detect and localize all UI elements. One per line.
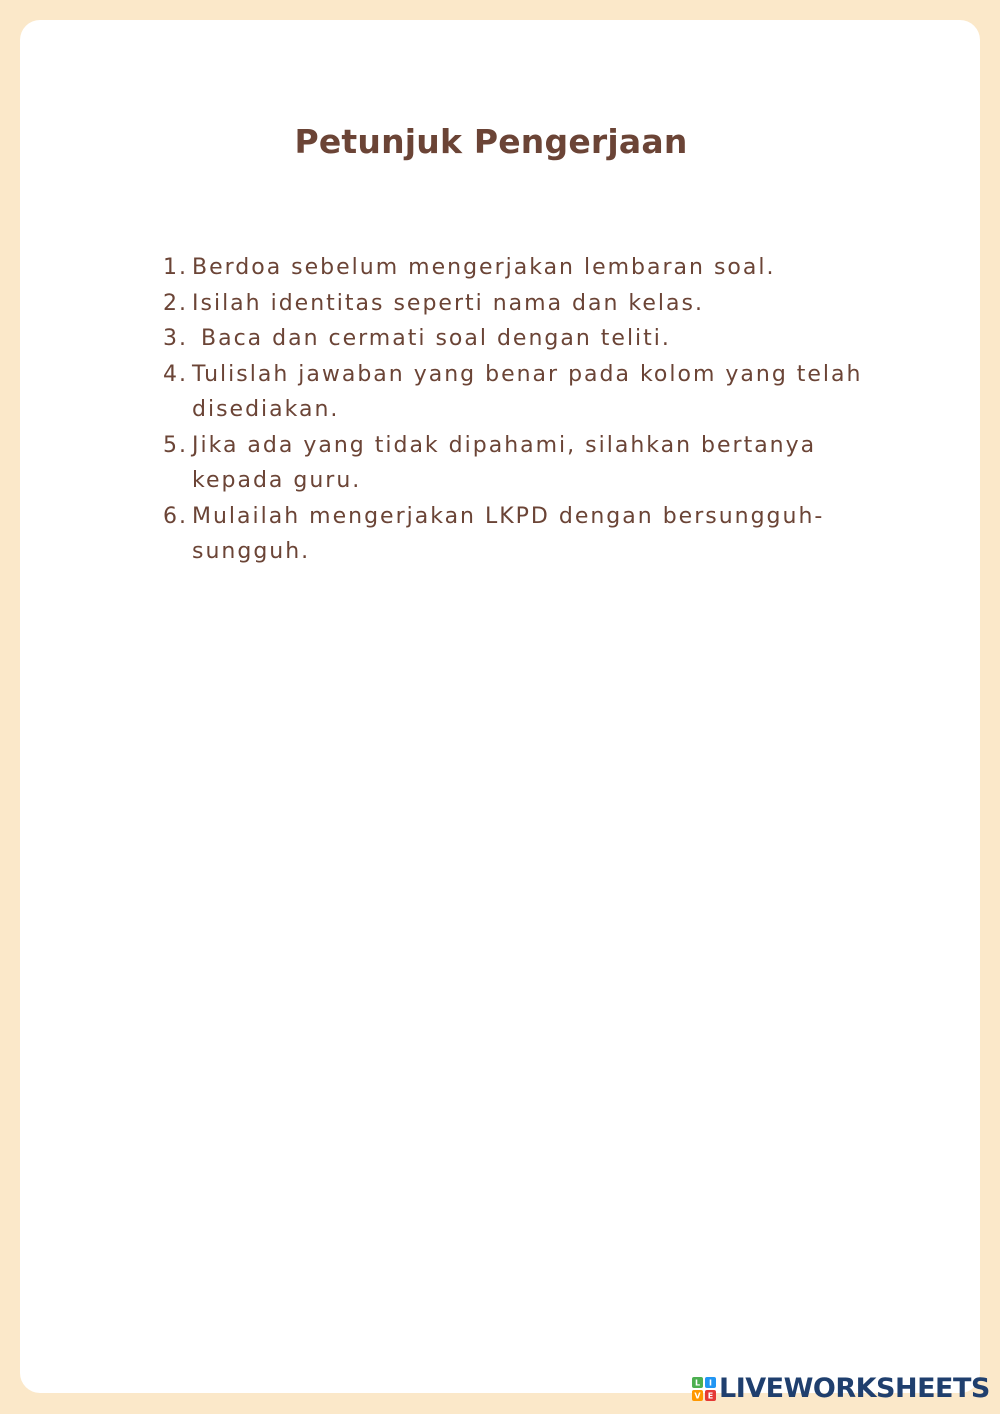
list-item	[163, 357, 883, 428]
item-number: 4.	[163, 361, 188, 387]
item-text: Mulailah mengerjakan LKPD dengan bersungguh-sungguh.	[192, 503, 825, 564]
item-number: 2.	[163, 290, 188, 316]
svg-text:L: L	[694, 1378, 701, 1388]
list-item	[163, 499, 883, 570]
item-number: 6.	[163, 503, 188, 529]
item-number: 1.	[163, 255, 188, 280]
item-number: 3.	[163, 326, 188, 351]
svg-text:I: I	[709, 1378, 712, 1388]
list-item	[163, 428, 883, 499]
svg-text:V: V	[694, 1391, 701, 1401]
liveworksheets-logo-icon	[692, 1377, 716, 1401]
worksheet-page	[20, 20, 980, 1393]
item-text: Baca dan cermati soal dengan teliti.	[192, 326, 671, 351]
list-item	[163, 250, 883, 286]
item-number: 5.	[163, 432, 188, 458]
item-text: Tulislah jawaban yang benar pada kolom yang telah disediakan.	[192, 361, 863, 422]
watermark-text: LIVEWORKSHEETS	[719, 1373, 990, 1404]
liveworksheets-watermark	[692, 1374, 990, 1404]
page-title: Petunjuk Pengerjaan	[294, 122, 688, 161]
list-item	[163, 321, 883, 357]
item-text: Jika ada yang tidak dipahami, silahkan bertanya kepada guru.	[192, 432, 817, 493]
instructions-list	[163, 250, 883, 570]
item-text: Berdoa sebelum mengerjakan lembaran soal.	[192, 255, 776, 280]
svg-text:E: E	[707, 1391, 714, 1401]
item-text: Isilah identitas seperti nama dan kelas.	[192, 290, 704, 316]
list-item	[163, 286, 883, 322]
